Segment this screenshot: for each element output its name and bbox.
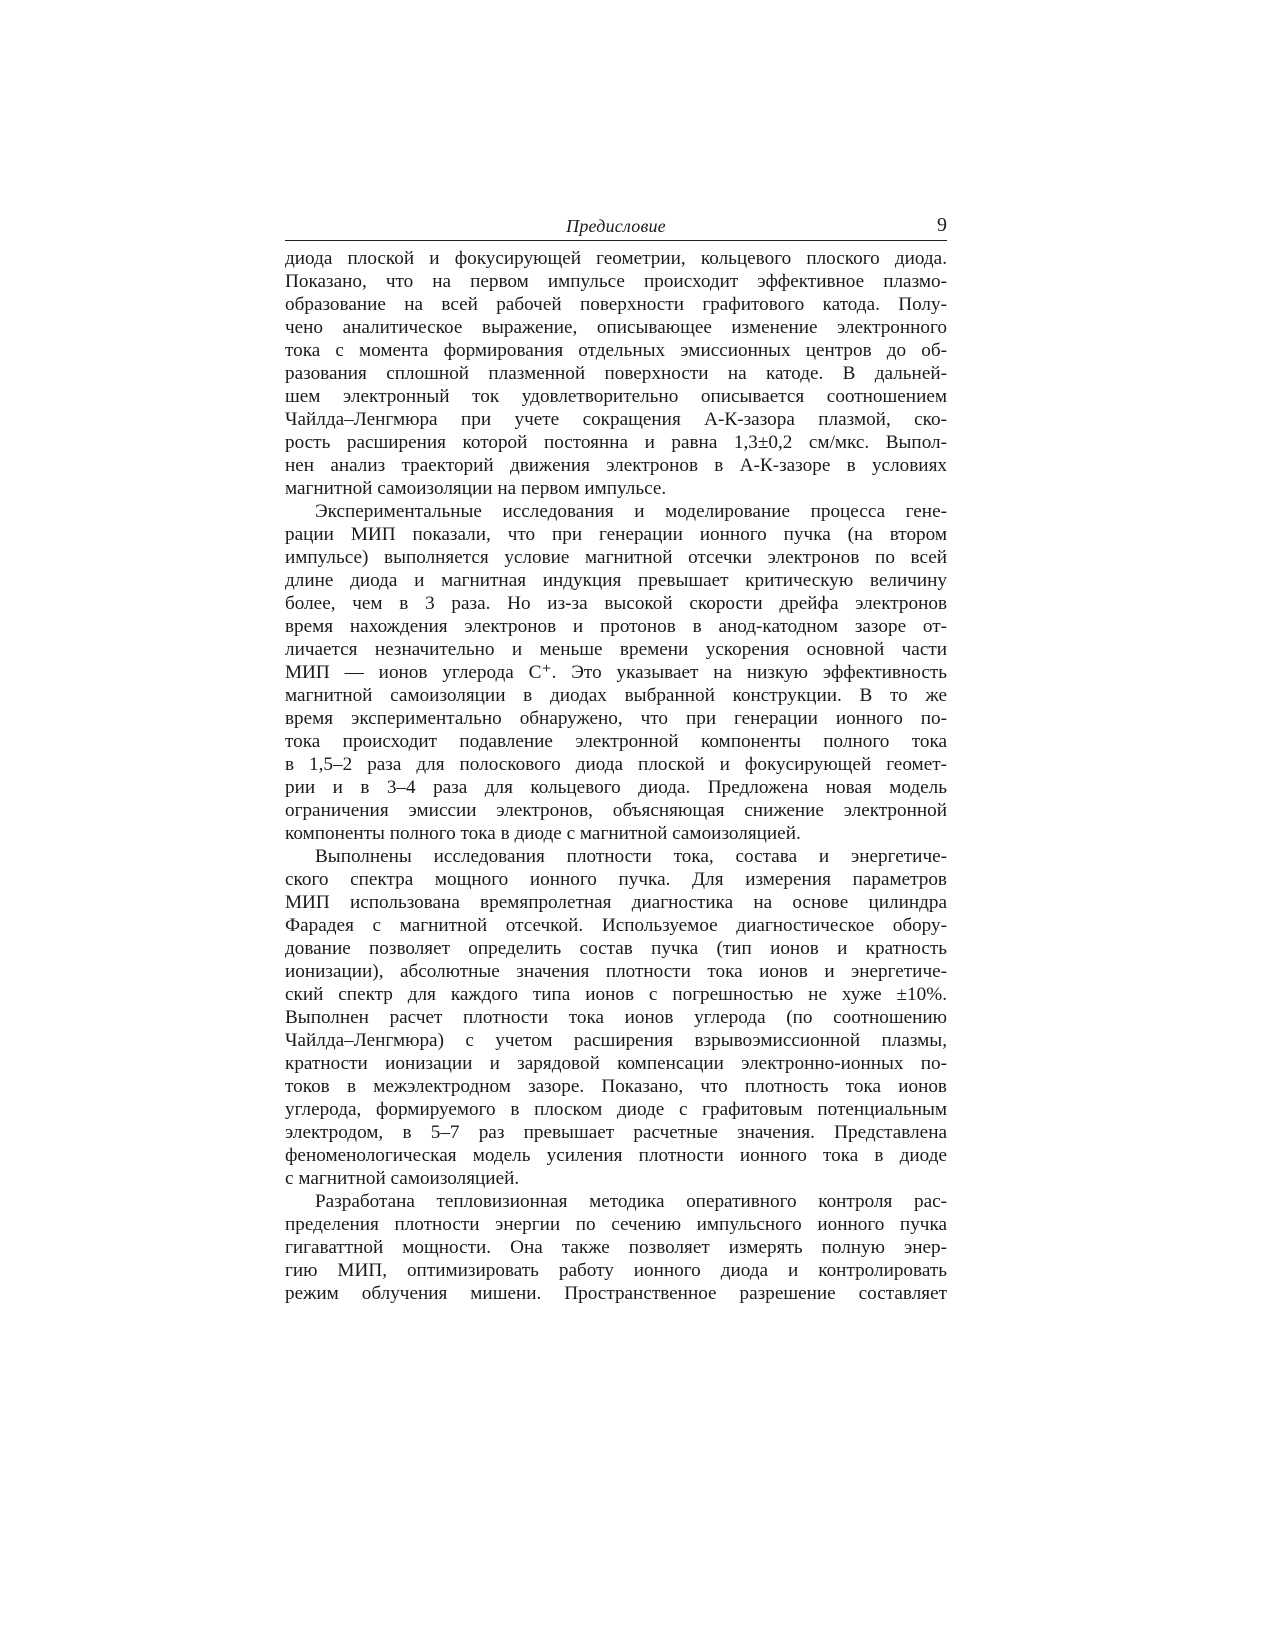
text-line: рость расширения которой постоянна и равна 1,3±0,2 см/мкс. Выпол-	[285, 432, 947, 453]
body-text	[285, 247, 947, 1305]
text-line: Чайлда–Ленгмюра) с учетом расширения взрывоэмиссионной плазмы,	[285, 1030, 947, 1051]
paragraph	[285, 247, 947, 500]
text-line: компоненты полного тока в диоде с магнитной самоизоляцией.	[285, 823, 801, 844]
text-line: разования сплошной плазменной поверхности на катоде. В дальней-	[285, 363, 947, 384]
text-line: рации МИП показали, что при генерации ионного пучка (на втором	[285, 524, 947, 545]
text-line: ского спектра мощного ионного пучка. Для измерения параметров	[285, 869, 947, 890]
text-line: более, чем в 3 раза. Но из-за высокой скорости дрейфа электронов	[285, 593, 947, 614]
text-line: гигаваттной мощности. Она также позволяет измерять полную энер-	[285, 1237, 947, 1258]
running-title: Предисловие	[566, 216, 666, 236]
text-line: пределения плотности энергии по сечению импульсного ионного пучка	[285, 1214, 947, 1235]
text-line: диода плоской и фокусирующей геометрии, кольцевого плоского диода.	[285, 248, 947, 269]
text-line: кратности ионизации и зарядовой компенсации электронно-ионных по-	[285, 1053, 947, 1074]
text-line: МИП — ионов углерода C⁺. Это указывает на низкую эффективность	[285, 662, 947, 683]
text-line: Разработана тепловизионная методика оперативного контроля рас-	[315, 1191, 947, 1212]
text-line: рии и в 3–4 раза для кольцевого диода. Предложена новая модель	[285, 777, 947, 798]
text-line: Выполнены исследования плотности тока, состава и энергетиче-	[315, 846, 947, 867]
text-line: гию МИП, оптимизировать работу ионного диода и контролировать	[285, 1260, 947, 1281]
text-line: Показано, что на первом импульсе происходит эффективное плазмо-	[285, 271, 947, 292]
running-header	[285, 214, 947, 241]
text-line: Фарадея с магнитной отсечкой. Используемое диагностическое обору-	[285, 915, 947, 936]
text-line: Выполнен расчет плотности тока ионов углерода (по соотношению	[285, 1007, 947, 1028]
text-line: тока с момента формирования отдельных эмиссионных центров до об-	[285, 340, 947, 361]
text-line: ионизации), абсолютные значения плотности тока ионов и энергетиче-	[285, 961, 947, 982]
text-line: тока происходит подавление электронной компоненты полного тока	[285, 731, 947, 752]
text-line: личается незначительно и меньше времени ускорения основной части	[285, 639, 947, 660]
text-line: длине диода и магнитная индукция превышает критическую величину	[285, 570, 947, 591]
paragraph	[285, 845, 947, 1190]
page-number: 9	[937, 214, 947, 236]
book-page	[285, 214, 947, 1305]
text-line: импульсе) выполняется условие магнитной отсечки электронов по всей	[285, 547, 947, 568]
text-line: чено аналитическое выражение, описывающее изменение электронного	[285, 317, 947, 338]
text-line: Чайлда–Ленгмюра при учете сокращения А-К-зазора плазмой, ско-	[285, 409, 947, 430]
text-line: магнитной самоизоляции в диодах выбранной конструкции. В то же	[285, 685, 947, 706]
text-line: Экспериментальные исследования и моделирование процесса гене-	[315, 501, 947, 522]
text-line: ский спектр для каждого типа ионов с погрешностью не хуже ±10%.	[285, 984, 947, 1005]
text-line: углерода, формируемого в плоском диоде с графитовым потенциальным	[285, 1099, 947, 1120]
text-line: образование на всей рабочей поверхности графитового катода. Полу-	[285, 294, 947, 315]
text-line: дование позволяет определить состав пучка (тип ионов и кратность	[285, 938, 947, 959]
text-line: МИП использована времяпролетная диагностика на основе цилиндра	[285, 892, 947, 913]
text-line: время экспериментально обнаружено, что при генерации ионного по-	[285, 708, 947, 729]
text-line: время нахождения электронов и протонов в анод-катодном зазоре от-	[285, 616, 947, 637]
text-line: токов в межэлектродном зазоре. Показано, что плотность тока ионов	[285, 1076, 947, 1097]
text-line: феноменологическая модель усиления плотности ионного тока в диоде	[285, 1145, 947, 1166]
text-line: с магнитной самоизоляцией.	[285, 1168, 520, 1189]
text-line: в 1,5–2 раза для полоскового диода плоской и фокусирующей геомет-	[285, 754, 947, 775]
paragraph	[285, 1190, 947, 1305]
text-line: шем электронный ток удовлетворительно описывается соотношением	[285, 386, 947, 407]
paragraph	[285, 500, 947, 845]
text-line: электродом, в 5–7 раз превышает расчетные значения. Представлена	[285, 1122, 947, 1143]
text-line: нен анализ траекторий движения электронов в А-К-зазоре в условиях	[285, 455, 947, 476]
text-line: магнитной самоизоляции на первом импульсе.	[285, 478, 667, 499]
text-line: режим облучения мишени. Пространственное разрешение составляет	[285, 1283, 947, 1304]
text-line: ограничения эмиссии электронов, объясняющая снижение электронной	[285, 800, 947, 821]
